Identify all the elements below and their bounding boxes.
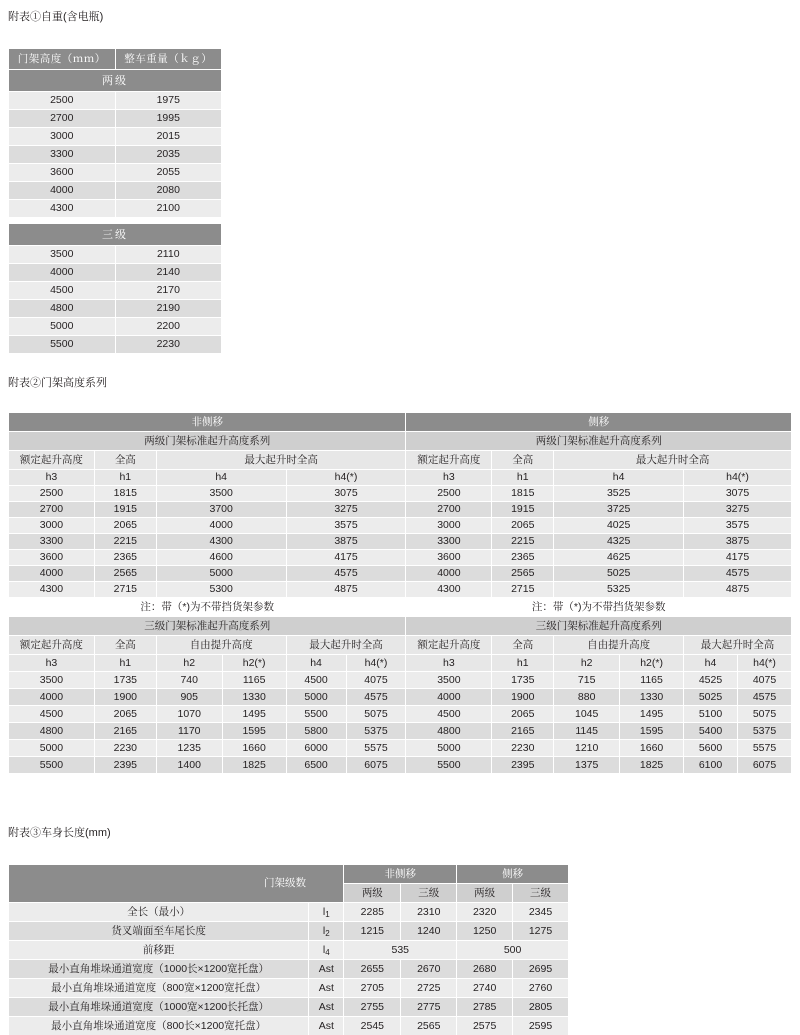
cell-h4: 3500 <box>156 486 286 502</box>
cell-mast-height: 4500 <box>9 282 116 300</box>
cell-h4: 6100 <box>684 757 737 773</box>
cell-weight: 2170 <box>115 282 222 300</box>
cell-h4-star: 4175 <box>286 550 406 566</box>
cell-h4-star: 4575 <box>286 566 406 582</box>
col-rated-lift-height: 额定起升高度 <box>9 451 95 470</box>
table-row <box>9 336 222 354</box>
table2-three-stage-label-right: 三级门架标准起升高度系列 <box>406 617 792 636</box>
cell-h2: 1235 <box>156 740 222 757</box>
cell-h1: 2565 <box>492 566 554 582</box>
cell-value: 2760 <box>513 979 569 998</box>
cell-value: 2655 <box>344 960 401 979</box>
cell-h2: 1375 <box>554 757 620 774</box>
table2-two-stage-label-right: 两级门架标准起升高度系列 <box>406 432 792 451</box>
table3-stage-three-nonshift: 三级 <box>401 884 457 903</box>
col-overall-height: 全高 <box>492 636 554 655</box>
table3-mast-class-label: 门架级数 <box>264 876 306 889</box>
cell-h4-star: 3075 <box>286 486 406 502</box>
cell-h4: 5000 <box>287 689 346 705</box>
cell-mast-height: 5000 <box>9 318 116 336</box>
col-rated-lift-height: 额定起升高度 <box>406 636 492 655</box>
sym-h2: h2 <box>554 655 620 672</box>
cell-value: 2310 <box>401 903 457 922</box>
table2-title: 附表②门架高度系列 <box>8 377 107 389</box>
cell-h4-star: 4075 <box>752 673 777 686</box>
table-row <box>9 486 792 502</box>
table-row <box>9 110 222 128</box>
cell-h2-star: 1660 <box>620 740 684 757</box>
cell-h1: 1915 <box>492 502 554 518</box>
cell-h4-star: 4575 <box>684 566 792 582</box>
table2-sideshift-header <box>9 413 792 432</box>
cell-weight: 2055 <box>115 164 222 182</box>
cell-value: 2725 <box>401 979 457 998</box>
cell-h4: 4300 <box>156 534 286 550</box>
sym-h4: h4 <box>684 655 737 671</box>
cell-h3: 3300 <box>9 534 95 550</box>
col-max-lift-overall-height: 最大起升时全高 <box>156 451 406 470</box>
cell-weight: 2190 <box>115 300 222 318</box>
cell-h4-star: 3875 <box>684 534 792 550</box>
table3-body-length <box>8 864 569 1035</box>
cell-value: 2345 <box>513 903 569 922</box>
cell-h4: 5100 <box>684 706 737 722</box>
cell-h4-star: 5075 <box>364 707 388 720</box>
cell-mast-height: 3000 <box>9 128 116 146</box>
table-row <box>9 689 792 706</box>
table-row <box>9 282 222 300</box>
cell-h3: 2500 <box>9 486 95 502</box>
cell-h1: 2165 <box>492 723 554 740</box>
cell-mast-height: 3500 <box>9 246 116 264</box>
col-overall-height: 全高 <box>94 636 156 655</box>
table2-two-stage-colheaders <box>9 451 792 470</box>
cell-weight: 2035 <box>115 146 222 164</box>
cell-h3: 3000 <box>9 518 95 534</box>
cell-h1: 2215 <box>492 534 554 550</box>
cell-h4-star: 4075 <box>364 673 388 686</box>
table2-note-row <box>9 598 792 617</box>
table-row <box>9 723 792 740</box>
table-row <box>9 550 792 566</box>
cell-h1: 1815 <box>94 486 156 502</box>
table2-mast-height-series <box>8 412 792 774</box>
table-row <box>9 979 569 998</box>
table-row <box>9 960 569 979</box>
cell-h1: 2565 <box>94 566 156 582</box>
row-symbol: $l_2$ <box>309 922 344 941</box>
table2-three-stage-symbols <box>9 655 792 672</box>
cell-value-merged: 500 <box>457 941 569 960</box>
sym-h2-star: h2(*) <box>222 655 286 672</box>
row-symbol: Ast <box>309 998 344 1017</box>
sym-h4: h4 <box>554 470 684 486</box>
table-row <box>9 146 222 164</box>
table1-group-two-stage <box>9 70 222 92</box>
cell-h2-star: 1330 <box>222 689 286 706</box>
table1-group-label: 三级 <box>9 224 222 246</box>
table-row <box>9 128 222 146</box>
cell-h1: 2715 <box>492 582 554 598</box>
cell-h2-star: 1165 <box>620 672 684 689</box>
cell-h3: 3600 <box>9 550 95 566</box>
cell-h1: 2715 <box>94 582 156 598</box>
cell-h2: 1400 <box>156 757 222 774</box>
cell-value: 1275 <box>513 922 569 941</box>
cell-h2-star: 1330 <box>620 689 684 706</box>
row-symbol: $l_1$ <box>309 903 344 922</box>
cell-weight: 2080 <box>115 182 222 200</box>
cell-h4: 4600 <box>156 550 286 566</box>
cell-mast-height: 4000 <box>9 264 116 282</box>
table-row <box>9 941 569 960</box>
cell-h1: 2365 <box>492 550 554 566</box>
cell-h1: 2365 <box>94 550 156 566</box>
cell-mast-height: 3600 <box>9 164 116 182</box>
cell-weight: 2100 <box>115 200 222 218</box>
table2-two-stage-label-left: 两级门架标准起升高度系列 <box>9 432 406 451</box>
col-max-lift-overall-height: 最大起升时全高 <box>554 451 792 470</box>
row-label-fork-face-to-rear: 货叉端面至车尾长度 <box>9 922 309 941</box>
table1-col-truck-weight: 整车重量（ｋｇ） <box>115 49 222 70</box>
table-row <box>9 164 222 182</box>
table-row <box>9 502 792 518</box>
cell-h2-star: 1495 <box>222 706 286 723</box>
sym-h4-star: h4(*) <box>286 470 406 486</box>
table3-shift-label: 侧移 <box>457 865 569 884</box>
cell-h2: 880 <box>554 689 620 706</box>
cell-h2-star: 1825 <box>222 757 286 774</box>
table-row <box>9 182 222 200</box>
table-row <box>9 998 569 1017</box>
cell-h4-star: 6075 <box>752 758 777 771</box>
cell-value: 2545 <box>344 1017 401 1035</box>
cell-h3: 3500 <box>406 672 492 689</box>
cell-h4: 3725 <box>554 502 684 518</box>
table3-stage-two-nonshift: 两级 <box>344 884 401 903</box>
cell-h3: 4800 <box>9 723 95 740</box>
cell-weight: 2110 <box>115 246 222 264</box>
sym-h1: h1 <box>94 655 156 672</box>
cell-value: 2670 <box>401 960 457 979</box>
table-row <box>9 318 222 336</box>
cell-h1: 2065 <box>94 706 156 723</box>
table-row <box>9 903 569 922</box>
col-max-lift-overall-height: 最大起升时全高 <box>684 636 792 655</box>
cell-h4: 4500 <box>287 672 346 688</box>
row-symbol: Ast <box>309 979 344 998</box>
sym-h1: h1 <box>94 470 156 486</box>
table-row <box>9 300 222 318</box>
table3-nonshift-label: 非侧移 <box>344 865 457 884</box>
col-overall-height: 全高 <box>94 451 156 470</box>
table2-nonshift-label: 非侧移 <box>9 413 406 432</box>
cell-mast-height: 3300 <box>9 146 116 164</box>
table-row <box>9 264 222 282</box>
cell-h1: 2395 <box>94 757 156 774</box>
row-label-ast-800l-1200w: 最小直角堆垛通道宽度（800长×1200宽托盘） <box>9 1017 309 1035</box>
cell-h3: 5000 <box>9 740 95 757</box>
cell-h4: 5025 <box>684 689 737 705</box>
cell-h4: 4025 <box>554 518 684 534</box>
row-symbol: Ast <box>309 1017 344 1035</box>
cell-mast-height: 4300 <box>9 200 116 218</box>
cell-h4-star: 5575 <box>364 741 388 754</box>
cell-h4: 5325 <box>554 582 684 598</box>
cell-mast-height: 4800 <box>9 300 116 318</box>
cell-h4: 4625 <box>554 550 684 566</box>
cell-h4: 4525 <box>684 672 737 688</box>
cell-value: 1215 <box>344 922 401 941</box>
cell-value: 2740 <box>457 979 513 998</box>
table-row <box>9 534 792 550</box>
cell-h2: 1070 <box>156 706 222 723</box>
table-row <box>9 200 222 218</box>
sym-h1: h1 <box>492 655 554 672</box>
cell-value-merged: 535 <box>344 941 457 960</box>
cell-h3: 2500 <box>406 486 492 502</box>
cell-h2-star: 1495 <box>620 706 684 723</box>
sym-h4: h4 <box>287 655 346 671</box>
sym-h3: h3 <box>406 470 492 486</box>
row-label-ast-800x1200: 最小直角堆垛通道宽度（800宽×1200宽托盘） <box>9 979 309 998</box>
cell-h1: 2230 <box>492 740 554 757</box>
sym-h2-star: h2(*) <box>620 655 684 672</box>
cell-mast-height: 2500 <box>9 92 116 110</box>
table3-sideshift-header <box>9 865 569 884</box>
cell-value: 2320 <box>457 903 513 922</box>
sym-h1: h1 <box>492 470 554 486</box>
table1-header-row <box>9 49 222 70</box>
cell-h1: 1815 <box>492 486 554 502</box>
cell-h3: 4000 <box>9 689 95 706</box>
cell-h4-star: 3575 <box>684 518 792 534</box>
cell-h3: 4000 <box>406 566 492 582</box>
cell-h4-star: 4875 <box>684 582 792 598</box>
cell-h3: 4300 <box>406 582 492 598</box>
cell-h2: 1145 <box>554 723 620 740</box>
cell-h3: 3300 <box>406 534 492 550</box>
cell-h4: 4325 <box>554 534 684 550</box>
cell-h4: 5600 <box>684 740 737 756</box>
cell-h1: 2215 <box>94 534 156 550</box>
cell-h3: 4500 <box>9 706 95 723</box>
table-row <box>9 566 792 582</box>
table-row <box>9 922 569 941</box>
col-free-lift-height: 自由提升高度 <box>156 636 286 655</box>
cell-h4: 3525 <box>554 486 684 502</box>
cell-h3: 4800 <box>406 723 492 740</box>
cell-h3: 4500 <box>406 706 492 723</box>
table2-three-stage-colheaders <box>9 636 792 655</box>
cell-h2: 740 <box>156 672 222 689</box>
cell-h3: 2700 <box>9 502 95 518</box>
cell-h2: 715 <box>554 672 620 689</box>
col-rated-lift-height: 额定起升高度 <box>9 636 95 655</box>
col-free-lift-height: 自由提升高度 <box>554 636 684 655</box>
table2-note-right: 注：带（*)为不带挡货架参数 <box>406 598 792 617</box>
cell-value: 2705 <box>344 979 401 998</box>
cell-mast-height: 2700 <box>9 110 116 128</box>
row-symbol: Ast <box>309 960 344 979</box>
cell-h4-star: 6075 <box>364 758 388 771</box>
cell-h4: 5300 <box>156 582 286 598</box>
cell-h2-star: 1660 <box>222 740 286 757</box>
cell-h2: 905 <box>156 689 222 706</box>
cell-h3: 2700 <box>406 502 492 518</box>
cell-h3: 3500 <box>9 672 95 689</box>
cell-mast-height: 4000 <box>9 182 116 200</box>
cell-h4-star: 5375 <box>364 724 388 737</box>
cell-h4: 5400 <box>684 723 737 739</box>
table1-col-mast-height: 门架高度（ｍｍ） <box>9 49 116 70</box>
table1-title: 附表①自重(含电瓶) <box>8 11 104 23</box>
cell-h1: 1915 <box>94 502 156 518</box>
cell-h1: 2230 <box>94 740 156 757</box>
cell-h4: 5500 <box>287 706 346 722</box>
cell-h2: 1045 <box>554 706 620 723</box>
table-row <box>9 92 222 110</box>
row-symbol: $l_4$ <box>309 941 344 960</box>
cell-h3: 5000 <box>406 740 492 757</box>
row-label-reach-distance: 前移距 <box>9 941 309 960</box>
table-row <box>9 740 792 757</box>
cell-value: 1250 <box>457 922 513 941</box>
cell-value: 2680 <box>457 960 513 979</box>
table2-note-left: 注：带（*)为不带挡货架参数 <box>9 598 406 617</box>
cell-h1: 1900 <box>94 689 156 706</box>
cell-h4-star: 3575 <box>286 518 406 534</box>
table3-title: 附表③车身长度(mm) <box>8 827 111 839</box>
table1-group-label: 两级 <box>9 70 222 92</box>
cell-h4: 3700 <box>156 502 286 518</box>
cell-h1: 1900 <box>492 689 554 706</box>
cell-h3: 5500 <box>406 757 492 774</box>
row-label-ast-1000w-1200l: 最小直角堆垛通道宽度（1000宽×1200长托盘） <box>9 998 309 1017</box>
sym-h4: h4 <box>156 470 286 486</box>
sym-h3: h3 <box>9 470 95 486</box>
cell-h2-star: 1825 <box>620 757 684 774</box>
row-label-overall-length: 全长（最小） <box>9 903 309 922</box>
cell-value: 2775 <box>401 998 457 1017</box>
cell-h4-star: 3275 <box>286 502 406 518</box>
cell-weight: 1975 <box>115 92 222 110</box>
table-row <box>9 672 792 689</box>
table3-empty-corner <box>9 865 344 903</box>
cell-h4-star: 5075 <box>752 707 777 720</box>
table2-two-stage-symbols <box>9 470 792 486</box>
cell-weight: 2200 <box>115 318 222 336</box>
cell-h3: 5500 <box>9 757 95 774</box>
sym-h3: h3 <box>9 655 95 672</box>
table2-two-stage-band <box>9 432 792 451</box>
cell-h4: 6000 <box>287 740 346 756</box>
cell-h4: 4000 <box>156 518 286 534</box>
table2-shift-label: 侧移 <box>406 413 792 432</box>
cell-h4-star: 5575 <box>752 741 777 754</box>
table-row <box>9 757 792 774</box>
cell-h4: 6500 <box>287 757 346 773</box>
cell-value: 2565 <box>401 1017 457 1035</box>
table3-stage-three-shift: 三级 <box>513 884 569 903</box>
cell-h4: 5000 <box>156 566 286 582</box>
cell-h1: 2065 <box>492 518 554 534</box>
cell-h2-star: 1595 <box>222 723 286 740</box>
table3-stage-two-shift: 两级 <box>457 884 513 903</box>
cell-h1: 2065 <box>492 706 554 723</box>
cell-value: 2755 <box>344 998 401 1017</box>
cell-h4: 5800 <box>287 723 346 739</box>
cell-h4-star: 4575 <box>364 690 388 703</box>
table2-three-stage-label-left: 三级门架标准起升高度系列 <box>9 617 406 636</box>
cell-mast-height: 5500 <box>9 336 116 354</box>
col-overall-height: 全高 <box>492 451 554 470</box>
cell-h3: 4300 <box>9 582 95 598</box>
cell-h4-star: 4875 <box>286 582 406 598</box>
cell-h4-star: 5375 <box>752 724 777 737</box>
cell-value: 2695 <box>513 960 569 979</box>
cell-value: 2805 <box>513 998 569 1017</box>
table-row <box>9 246 222 264</box>
cell-h3: 4000 <box>9 566 95 582</box>
cell-h3: 3000 <box>406 518 492 534</box>
cell-weight: 2140 <box>115 264 222 282</box>
cell-h1: 1735 <box>94 672 156 689</box>
table-row <box>9 1017 569 1035</box>
cell-h4-star: 3275 <box>684 502 792 518</box>
cell-value: 2285 <box>344 903 401 922</box>
table1-group-three-stage <box>9 224 222 246</box>
col-max-lift-overall-height: 最大起升时全高 <box>286 636 406 655</box>
cell-h2-star: 1595 <box>620 723 684 740</box>
cell-h1: 1735 <box>492 672 554 689</box>
sym-h4-star: h4(*) <box>346 655 405 671</box>
cell-weight: 2230 <box>115 336 222 354</box>
cell-value: 2785 <box>457 998 513 1017</box>
cell-value: 2575 <box>457 1017 513 1035</box>
cell-h4-star: 3075 <box>684 486 792 502</box>
cell-weight: 1995 <box>115 110 222 128</box>
row-label-ast-1000x1200: 最小直角堆垛通道宽度（1000长×1200宽托盘） <box>9 960 309 979</box>
cell-h2-star: 1165 <box>222 672 286 689</box>
cell-h4-star: 4575 <box>752 690 777 703</box>
cell-h2: 1170 <box>156 723 222 740</box>
cell-h4: 5025 <box>554 566 684 582</box>
table-row <box>9 582 792 598</box>
table1-self-weight <box>8 48 222 354</box>
cell-h3: 4000 <box>406 689 492 706</box>
table-row <box>9 706 792 723</box>
cell-h2: 1210 <box>554 740 620 757</box>
cell-weight: 2015 <box>115 128 222 146</box>
cell-value: 1240 <box>401 922 457 941</box>
sym-h3: h3 <box>406 655 492 672</box>
table2-three-stage-band <box>9 617 792 636</box>
cell-h1: 2395 <box>492 757 554 774</box>
cell-h4-star: 4175 <box>684 550 792 566</box>
table-row <box>9 518 792 534</box>
cell-h4-star: 3875 <box>286 534 406 550</box>
col-rated-lift-height: 额定起升高度 <box>406 451 492 470</box>
sym-h4-star: h4(*) <box>684 470 792 486</box>
cell-value: 2595 <box>513 1017 569 1035</box>
sym-h2: h2 <box>156 655 222 672</box>
sym-h4-star: h4(*) <box>738 655 791 671</box>
cell-h3: 3600 <box>406 550 492 566</box>
cell-h1: 2165 <box>94 723 156 740</box>
cell-h1: 2065 <box>94 518 156 534</box>
